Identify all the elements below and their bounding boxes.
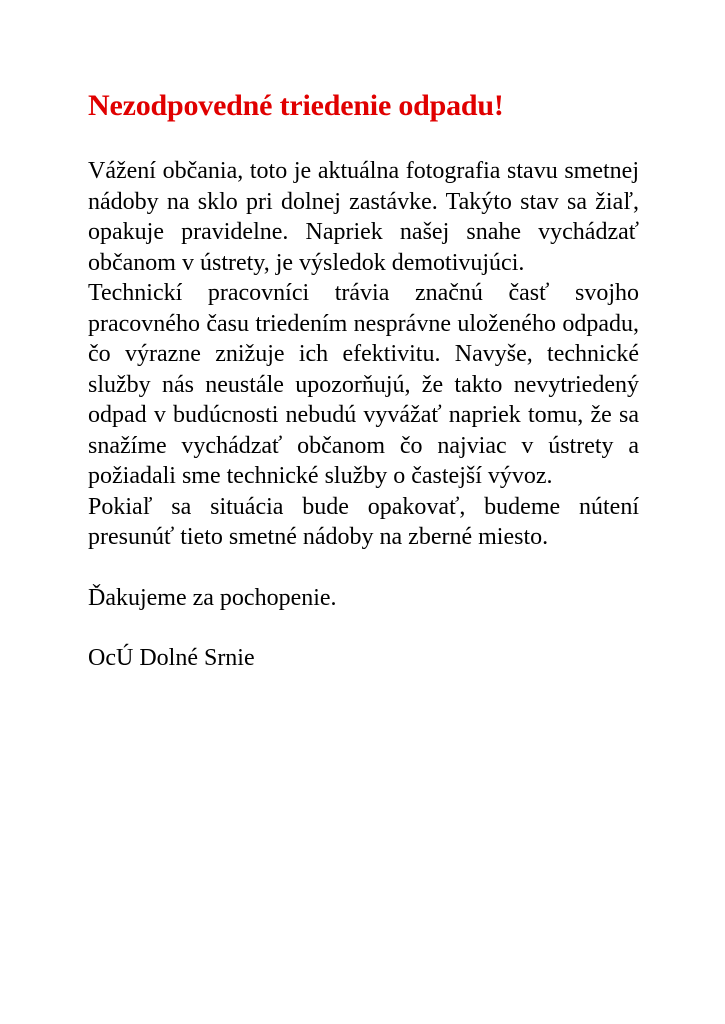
signature: OcÚ Dolné Srnie — [88, 645, 255, 671]
paragraph-3: Pokiaľ sa situácia bude opakovať, budeme nútení presunúť tieto smetné nádoby na zberné miesto. — [88, 493, 639, 550]
document-content — [88, 88, 639, 674]
page-title: Nezodpovedné triedenie odpadu! — [88, 89, 504, 122]
paragraph-2: Technickí pracovníci trávia značnú časť svojho pracovného času triedením nesprávne uloženého odpadu, čo výrazne znižuje ich efektivitu. Navyše, technické služby nás neustále upozorňujú, že takto nevytriedený odpad v budúcnosti nebudú vyvážať napriek tomu, že sa snažíme vychádzať občanom čo najviac v ústrety a požiadali sme technické služby o častejší vývoz. — [88, 280, 639, 489]
paragraph-1: Vážení občania, toto je aktuálna fotografia stavu smetnej nádoby na sklo pri dolnej zastávke. Takýto stav sa žiaľ, opakuje pravidelne. Napriek našej snahe vychádzať občanom v ústrety, je výsledok demotivujúci. — [88, 158, 639, 276]
thanks-line: Ďakujeme za pochopenie. — [88, 584, 337, 611]
